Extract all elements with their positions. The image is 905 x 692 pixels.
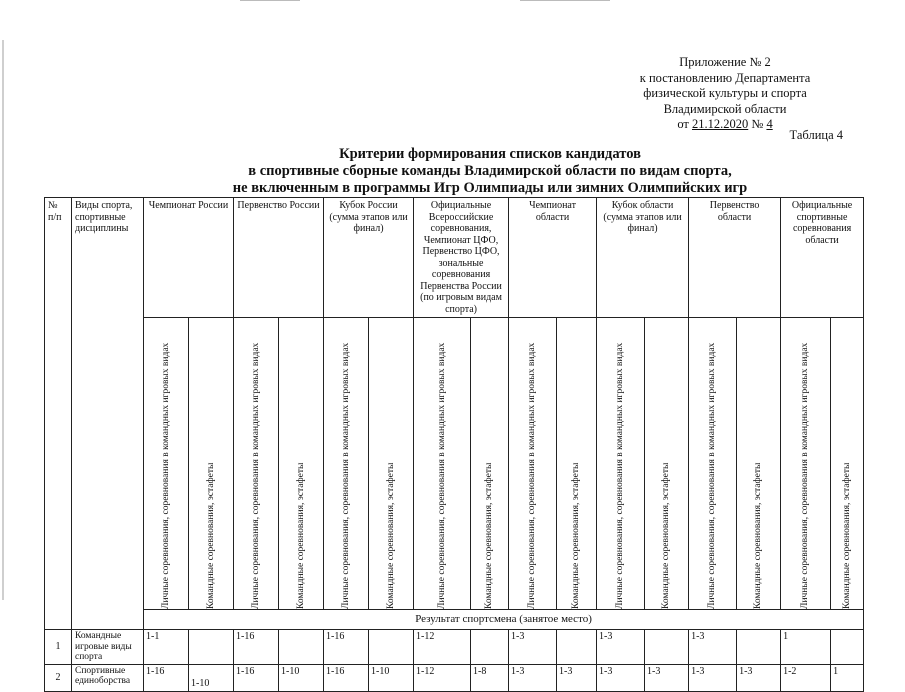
result-cell: 1	[781, 630, 831, 665]
result-cell	[471, 630, 509, 665]
number-prefix: №	[751, 117, 764, 131]
result-cell	[557, 630, 597, 665]
table-label: Таблица 4	[789, 128, 843, 142]
appendix-line: Владимирской области	[663, 101, 787, 116]
result-cell: 1-12	[414, 664, 471, 691]
subheader-team-text: Командные соревнования, эстафеты	[205, 462, 216, 609]
subheader-team	[557, 318, 597, 610]
sport-name: Командные игровые виды спорта	[72, 630, 144, 665]
result-cell: 1-2	[781, 664, 831, 691]
scan-artifact	[520, 0, 610, 1]
document-title	[160, 146, 820, 197]
title-line: Критерии формирования списков кандидатов	[339, 146, 641, 162]
header-competition: Чемпионат области	[509, 198, 597, 318]
header-competition: Кубок области (сумма этапов или финал)	[597, 198, 689, 318]
header-competition: Первенство области	[689, 198, 781, 318]
subheader-team-text: Командные соревнования, эстафеты	[385, 462, 396, 609]
header-competition: Кубок России (сумма этапов или финал)	[324, 198, 414, 318]
subheader-team	[189, 318, 234, 610]
result-cell: 1-16	[144, 664, 189, 691]
result-cell	[831, 630, 864, 665]
result-cell: 1-10	[189, 664, 234, 691]
header-competition: Первенство России	[234, 198, 324, 318]
appendix-line: Приложение № 2	[679, 55, 771, 69]
subheader-personal-text: Личные соревнования, соревнования в командных игровых видах	[527, 342, 538, 609]
subheader-team	[831, 318, 864, 610]
result-label-row	[45, 610, 864, 630]
result-cell: 1-16	[234, 664, 279, 691]
result-cell: 1-3	[597, 630, 645, 665]
result-cell: 1-3	[597, 664, 645, 691]
result-cell	[189, 630, 234, 665]
result-cell: 1-3	[509, 630, 557, 665]
date-prefix: от	[677, 117, 689, 131]
subheader-team	[471, 318, 509, 610]
result-cell: 1-3	[509, 664, 557, 691]
header-sport: Виды спорта, спортивные дисциплины	[72, 198, 144, 630]
subheader-personal	[144, 318, 189, 610]
header-competition: Чемпионат России	[144, 198, 234, 318]
result-cell: 1-8	[471, 664, 509, 691]
table-row	[45, 664, 864, 691]
result-cell: 1-3	[689, 630, 737, 665]
result-cell: 1-16	[324, 630, 369, 665]
subheader-personal	[414, 318, 471, 610]
subheader-team	[645, 318, 689, 610]
subheader-personal	[509, 318, 557, 610]
appendix-block	[600, 55, 850, 133]
header-row	[45, 198, 864, 318]
scan-artifact	[240, 0, 300, 1]
title-line: в спортивные сборные команды Владимирской области по видам спорта,	[248, 163, 732, 179]
subheader-team-text: Командные соревнования, эстафеты	[661, 462, 672, 609]
result-cell: 1	[831, 664, 864, 691]
subheader-personal	[324, 318, 369, 610]
result-cell: 1-10	[369, 664, 414, 691]
subheader-row	[45, 318, 864, 610]
subheader-team-text: Командные соревнования, эстафеты	[753, 462, 764, 609]
subheader-personal-text: Личные соревнования, соревнования в командных игровых видах	[615, 342, 626, 609]
result-cell	[737, 630, 781, 665]
result-cell: 1-16	[324, 664, 369, 691]
row-number: 2	[45, 664, 72, 691]
subheader-team-text: Командные соревнования, эстафеты	[295, 462, 306, 609]
result-cell: 1-3	[645, 664, 689, 691]
result-cell: 1-3	[689, 664, 737, 691]
subheader-team-text: Командные соревнования, эстафеты	[484, 462, 495, 609]
subheader-team	[279, 318, 324, 610]
result-cell	[279, 630, 324, 665]
subheader-personal	[781, 318, 831, 610]
result-cell	[645, 630, 689, 665]
row-number: 1	[45, 630, 72, 665]
header-num: № п/п	[45, 198, 72, 630]
table-row	[45, 630, 864, 665]
subheader-personal-text: Личные соревнования, соревнования в командных игровых видах	[436, 342, 447, 609]
criteria-table	[44, 197, 864, 692]
scan-edge	[2, 40, 4, 600]
subheader-personal	[234, 318, 279, 610]
sport-name: Спортивные единоборства	[72, 664, 144, 691]
subheader-team	[737, 318, 781, 610]
subheader-personal-text: Личные соревнования, соревнования в командных игровых видах	[707, 342, 718, 609]
result-label: Результат спортсмена (занятое место)	[144, 610, 864, 630]
title-line: не включенным в программы Игр Олимпиады или зимних Олимпийских игр	[232, 180, 748, 196]
header-competition: Официальные Всероссийские соревнования, Чемпионат ЦФО, Первенство ЦФО, зональные соревнования Первенства России (по игровым видам спорта)	[414, 198, 509, 318]
appendix-line: физической культуры и спорта	[643, 86, 807, 100]
subheader-personal	[597, 318, 645, 610]
subheader-personal-text: Личные соревнования, соревнования в командных игровых видах	[250, 342, 261, 609]
result-cell: 1-1	[144, 630, 189, 665]
subheader-team-text: Командные соревнования, эстафеты	[841, 462, 852, 609]
subheader-team-text: Командные соревнования, эстафеты	[571, 462, 582, 609]
subheader-personal	[689, 318, 737, 610]
resolution-date: 21.12.2020	[692, 117, 749, 131]
result-cell: 1-16	[234, 630, 279, 665]
subheader-personal-text: Личные соревнования, соревнования в командных игровых видах	[800, 342, 811, 609]
result-cell: 1-12	[414, 630, 471, 665]
subheader-personal-text: Личные соревнования, соревнования в командных игровых видах	[340, 342, 351, 609]
result-cell: 1-3	[737, 664, 781, 691]
header-competition: Официальные спортивные соревнования области	[781, 198, 864, 318]
result-cell: 1-3	[557, 664, 597, 691]
subheader-personal-text: Личные соревнования, соревнования в командных игровых видах	[160, 342, 171, 609]
resolution-number: 4	[766, 117, 773, 131]
subheader-team	[369, 318, 414, 610]
appendix-line: к постановлению Департамента	[639, 70, 811, 85]
result-cell: 1-10	[279, 664, 324, 691]
result-cell	[369, 630, 414, 665]
